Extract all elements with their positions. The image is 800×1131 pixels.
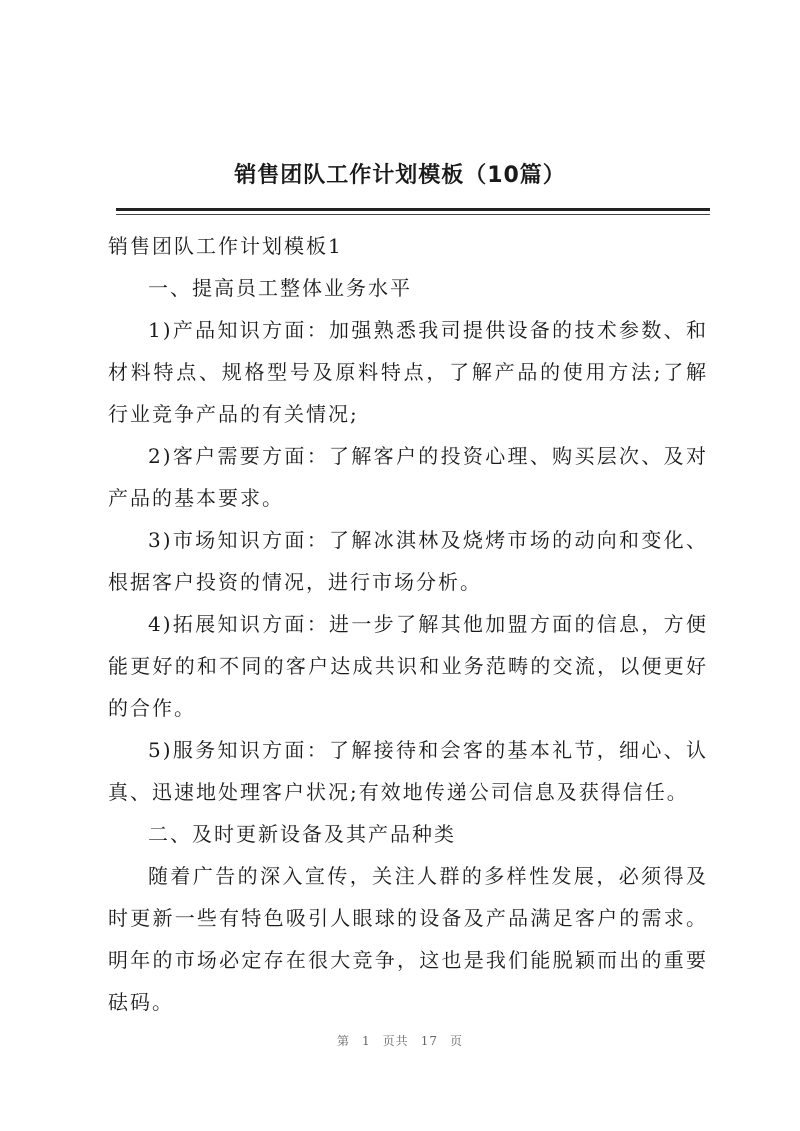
current-page-number: 1 <box>362 1034 371 1048</box>
paragraph: 5)服务知识方面：了解接待和会客的基本礼节，细心、认真、迅速地处理客户状况;有效地传递公司信息及获得信任。 <box>108 738 708 804</box>
heading-1: 一、提高员工整体业务水平 <box>148 276 412 300</box>
heading-2: 二、及时更新设备及其产品种类 <box>148 822 456 846</box>
paragraph: 2)客户需要方面：了解客户的投资心理、购买层次、及对产品的基本要求。 <box>108 444 708 510</box>
total-pages-number: 17 <box>420 1034 438 1048</box>
paragraph: 4)拓展知识方面：进一步了解其他加盟方面的信息，方便能更好的和不同的客户达成共识和业务范畴的交流，以便更好的合作。 <box>108 612 708 720</box>
title-divider-thin <box>116 214 710 215</box>
paragraph: 随着广告的深入宣传，关注人群的多样性发展，必须得及时更新一些有特色吸引人眼球的设备及产品满足客户的需求。明年的市场必定存在很大竞争，这也是我们能脱颖而出的重要砝码。 <box>108 864 708 1014</box>
footer-prefix: 第 <box>337 1034 351 1048</box>
document-title: 销售团队工作计划模板（10篇） <box>234 163 566 188</box>
paragraph: 1)产品知识方面：加强熟悉我司提供设备的技术参数、和材料特点、规格型号及原料特点，了解产品的使用方法;了解行业竞争产品的有关情况; <box>108 318 708 426</box>
title-divider <box>116 208 710 211</box>
footer-mid: 页共 <box>382 1034 409 1048</box>
paragraph: 3)市场知识方面：了解冰淇林及烧烤市场的动向和变化、根据客户投资的情况，进行市场分析。 <box>108 528 708 594</box>
footer-suffix: 页 <box>449 1034 463 1048</box>
page-footer <box>0 1032 800 1049</box>
document-body <box>108 225 708 1023</box>
section-subtitle: 销售团队工作计划模板1 <box>108 234 343 258</box>
